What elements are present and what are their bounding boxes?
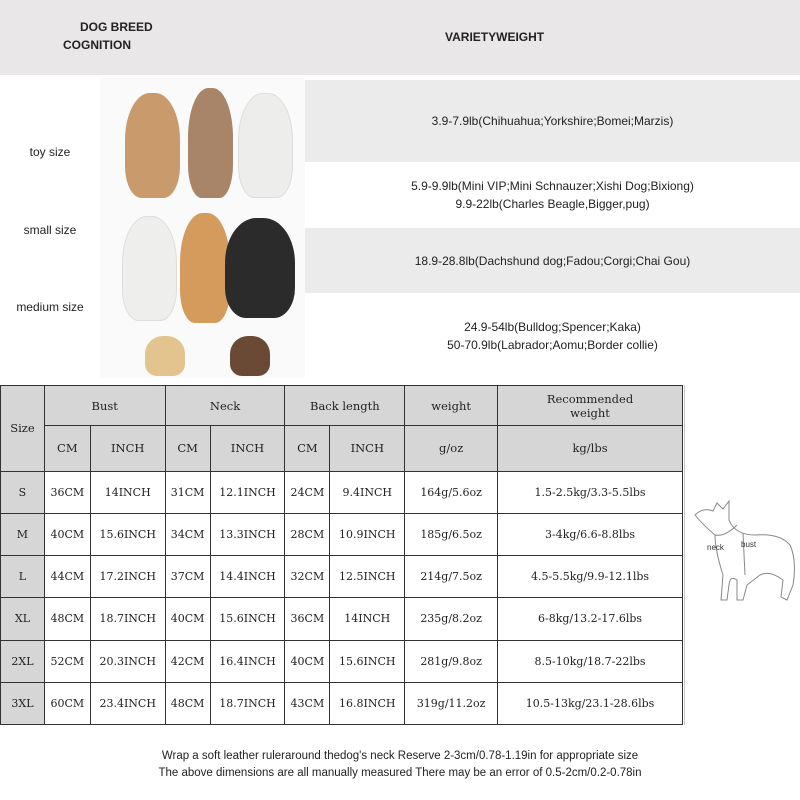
table-row [1,682,683,724]
table-cell: 281g/9.8oz [405,640,498,682]
table-cell: 43CM [285,682,330,724]
footer-note-2: The above dimensions are all manually measured There may be an error of 0.5-2cm/0.2-0.78in [158,767,642,779]
table-cell: 18.7INCH [210,682,285,724]
table-row [1,471,683,513]
size-cell: M [1,513,45,555]
table-cell: 164g/5.6oz [405,471,498,513]
variety-text: 50-70.9lb(Labrador;Aomu;Border collie) [447,338,658,352]
table-cell: 52CM [44,640,90,682]
table-cell: 16.8INCH [330,682,405,724]
kglbs-header: kg/lbs [498,426,683,471]
variety-text: 18.9-28.8lb(Dachshund dog;Fadou;Corgi;Chai Gou) [414,253,691,268]
variety-row-large [305,296,800,376]
table-cell: 31CM [165,471,210,513]
title-line2: COGNITION [63,38,131,52]
inch-header: INCH [210,426,285,471]
variety-row-medium [305,228,800,293]
cm-header: CM [285,426,330,471]
table-cell: 15.6INCH [90,513,165,555]
table-cell: 18.7INCH [90,598,165,640]
bust-header: Bust [44,386,165,426]
cm-header: CM [44,426,90,471]
table-cell: 17.2INCH [90,556,165,598]
table-cell: 12.1INCH [210,471,285,513]
recommended-weight-header: Recommended weight [498,386,683,426]
table-cell: 14.4INCH [210,556,285,598]
inch-header: INCH [330,426,405,471]
table-row [1,640,683,682]
title-line1: DOG BREED [80,20,153,34]
table-cell: 44CM [44,556,90,598]
table-cell: 9.4INCH [330,471,405,513]
back-length-header: Back length [285,386,405,426]
footer-note-1: Wrap a soft leather ruleraround thedog's neck Reserve 2-3cm/0.78-1.19in for appropriate size [161,750,639,762]
dog-measurement-diagram [684,385,800,725]
table-cell: 16.4INCH [210,640,285,682]
table-cell: 36CM [285,598,330,640]
table-cell: 12.5INCH [330,556,405,598]
variety-row-toy [305,80,800,162]
table-cell: 235g/8.2oz [405,598,498,640]
table-cell: 214g/7.5oz [405,556,498,598]
table-row [1,513,683,555]
inch-header: INCH [90,426,165,471]
table-cell: 40CM [285,640,330,682]
dog-outline-icon [685,385,800,725]
table-cell: 24CM [285,471,330,513]
table-cell: 13.3INCH [210,513,285,555]
table-cell: 10.9INCH [330,513,405,555]
table-cell: 36CM [44,471,90,513]
table-cell: 34CM [165,513,210,555]
table-cell: 14INCH [330,598,405,640]
size-chart-table [0,385,683,725]
variety-weight-heading: VARIETYWEIGHT [445,30,545,44]
table-cell: 60CM [44,682,90,724]
variety-text: 5.9-9.9lb(Mini VIP;Mini Schnauzer;Xishi Dog;Bixiong) [411,179,694,193]
table-cell: 3-4kg/6.6-8.8lbs [498,513,683,555]
table-cell: 4.5-5.5kg/9.9-12.1lbs [498,556,683,598]
neck-header: Neck [165,386,285,426]
table-cell: 40CM [165,598,210,640]
dog-breeds-photo [100,78,305,378]
table-cell: 37CM [165,556,210,598]
table-cell: 48CM [44,598,90,640]
table-cell: 319g/11.2oz [405,682,498,724]
cm-header: CM [165,426,210,471]
table-cell: 14INCH [90,471,165,513]
size-cell: S [1,471,45,513]
table-row [1,598,683,640]
table-cell: 28CM [285,513,330,555]
weight-header: weight [405,386,498,426]
neck-label: neck [707,543,724,552]
size-cell: 2XL [1,640,45,682]
variety-text: 9.9-22lb(Charles Beagle,Bigger,pug) [455,197,650,211]
small-size-label: small size [23,223,77,237]
variety-row-small [305,165,800,225]
table-cell: 32CM [285,556,330,598]
table-cell: 1.5-2.5kg/3.3-5.5lbs [498,471,683,513]
size-cell: L [1,556,45,598]
table-cell: 185g/6.5oz [405,513,498,555]
table-cell: 6-8kg/13.2-17.6lbs [498,598,683,640]
size-header: Size [1,386,45,472]
table-row [1,556,683,598]
table-cell: 15.6INCH [210,598,285,640]
size-cell: 3XL [1,682,45,724]
toy-size-label: toy size [29,145,71,159]
table-cell: 42CM [165,640,210,682]
table-cell: 20.3INCH [90,640,165,682]
table-cell: 40CM [44,513,90,555]
table-cell: 10.5-13kg/23.1-28.6lbs [498,682,683,724]
table-cell: 8.5-10kg/18.7-22lbs [498,640,683,682]
table-cell: 23.4INCH [90,682,165,724]
size-cell: XL [1,598,45,640]
medium-size-label: medium size [16,300,84,314]
variety-text: 3.9-7.9lb(Chihuahua;Yorkshire;Bomei;Marzis) [431,114,674,128]
bust-label: bust [741,540,757,549]
table-cell: 48CM [165,682,210,724]
variety-text: 24.9-54lb(Bulldog;Spencer;Kaka) [464,320,641,334]
goz-header: g/oz [405,426,498,471]
table-cell: 15.6INCH [330,640,405,682]
